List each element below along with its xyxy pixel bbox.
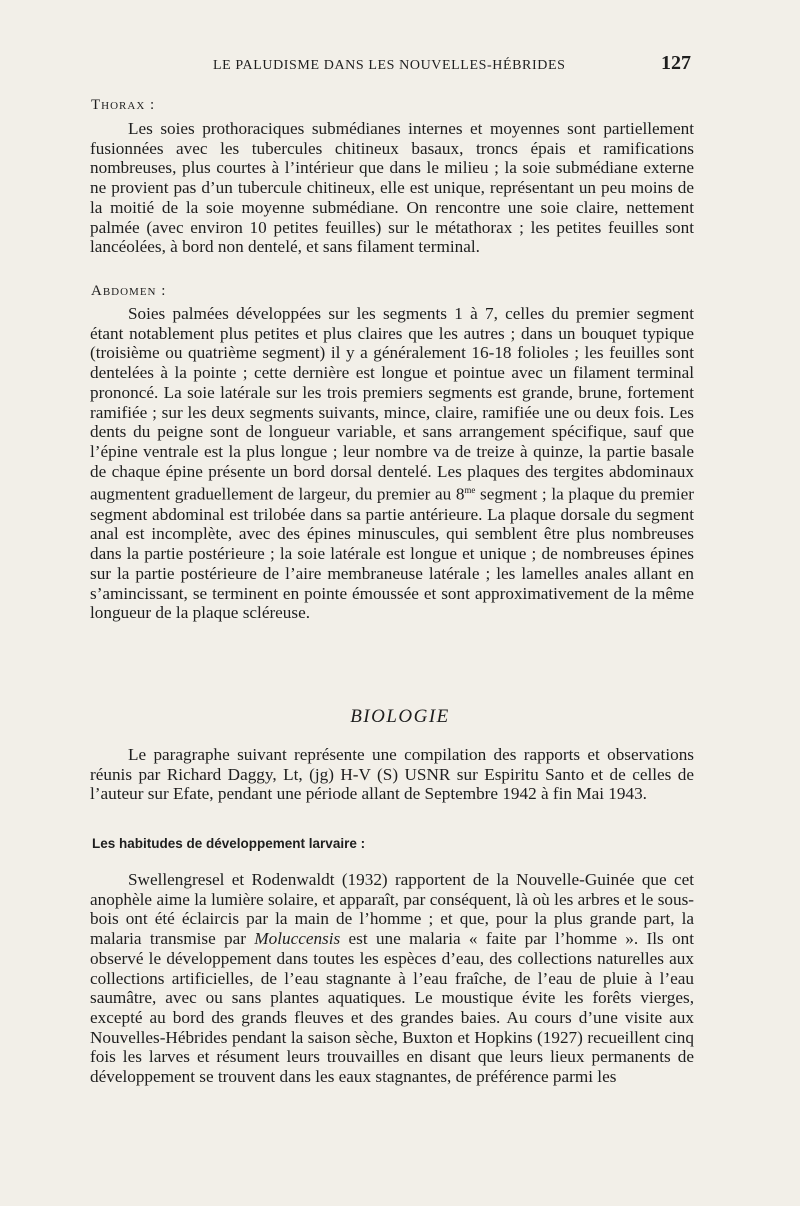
- running-title: LE PALUDISME DANS LES NOUVELLES-HÉBRIDES: [213, 58, 566, 73]
- biologie-paragraph: Le paragraphe suivant représente une compilation des rapports et observations réunis par Richard Daggy, Lt, (jg) H-V (S) USNR sur Espiritu Santo et de celles de l’auteur sur Efate, pendant une période allant de Septembre 1942 à fin Mai 1943.: [90, 745, 694, 804]
- species-name: Moluccensis: [254, 929, 341, 949]
- thorax-label: Thorax :: [91, 97, 156, 113]
- habitudes-text-part-1: Swellengresel et Rodenwaldt (1932) rapportent de la Nouvelle-Guinée que cet anophèle aime la lumière solaire, et apparaît, par conséquent, là où les arbres et le sous-bois ont été éclaircis par la main de l’homme ; et que, pour la plus grande part, la malaria transmise par: [90, 870, 694, 949]
- page-number: 127: [661, 52, 691, 74]
- habitudes-text-part-2: est une malaria « faite par l’homme ». Ils ont observé le développement dans toutes les espèces d’eau, des collections naturelles aux collections artificielles, de l’eau stagnante à l’eau fraîche, de l’eau de pluie à l’eau saumâtre, avec ou sans plantes aquatiques. Le moustique évite les forêts vierges, excepté au bord des grands fleuves et des grandes baies. Au cours d’une visite aux Nouvelles-Hébrides pendant la saison sèche, Buxton et Hopkins (1927) recueillent cinq fois les larves et résument leurs trouvailles en disant que leurs lieux permanents de développement se trouvent dans les eaux stagnantes, de préférence parmi les: [90, 929, 694, 1087]
- ordinal-suffix: me: [464, 485, 476, 496]
- abdomen-label: Abdomen :: [91, 283, 167, 299]
- habitudes-paragraph: [90, 870, 694, 1087]
- abdomen-text-part-2: segment ; la plaque du premier segment abdominal est trilobée dans sa partie antérieure. La plaque dorsale du segment anal est incomplète, avec des épines minuscules, qui semblent être plus nombreuses dans la partie postérieure ; la soie latérale est longue et unique ; de nombreuses épines sur la partie postérieure de l’aire membraneuse latérale ; les lamelles anales allant en s’amincissant, se terminent en pointe émoussée et sont approximativement de la même longueur de la plaque scléreuse.: [90, 485, 695, 623]
- section-heading-biologie: BIOLOGIE: [350, 706, 450, 727]
- abdomen-paragraph: [90, 304, 694, 623]
- abdomen-text-part-1: Soies palmées développées sur les segments 1 à 7, celles du premier segment étant notablement plus petites et plus claires que les autres ; dans un bouquet typique (troisième ou quatrième segment) il y a généralement 16-18 folioles ; les feuilles sont dentelées à la pointe ; cette dernière est longue et pointue avec un filament terminal prononcé. La soie latérale sur les trois premiers segments est grande, brune, fortement ramifiée ; sur les deux segments suivants, mince, claire, ramifiée une ou deux fois. Les dents du peigne sont de longueur variable, et sans arrangement spécifique, sauf que l’épine ventrale est la plus longue ; leur nombre va de treize à quinze, la partie basale de chaque épine présente un bord dorsal dentelé. Les plaques des tergites abdominaux augmentent graduellement de largeur, du premier au 8: [90, 304, 694, 505]
- subsection-heading-habitudes: Les habitudes de développement larvaire :: [92, 836, 366, 851]
- thorax-paragraph: Les soies prothoraciques submédianes internes et moyennes sont partiellement fusionnées avec les tubercules chitineux basaux, troncs épais et ramifications nombreuses, plus courtes à l’intérieur que dans le milieu ; la soie submédiane externe ne provient pas d’un tubercule chitineux, elle est unique, représentant un peu moins de la moitié de la soie moyenne submédiane. On rencontre une soie claire, nettement palmée (avec environ 10 petites feuilles) sur le métathorax ; les petites feuilles sont lancéolées, à bord non dentelé, et sans filament terminal.: [90, 119, 694, 257]
